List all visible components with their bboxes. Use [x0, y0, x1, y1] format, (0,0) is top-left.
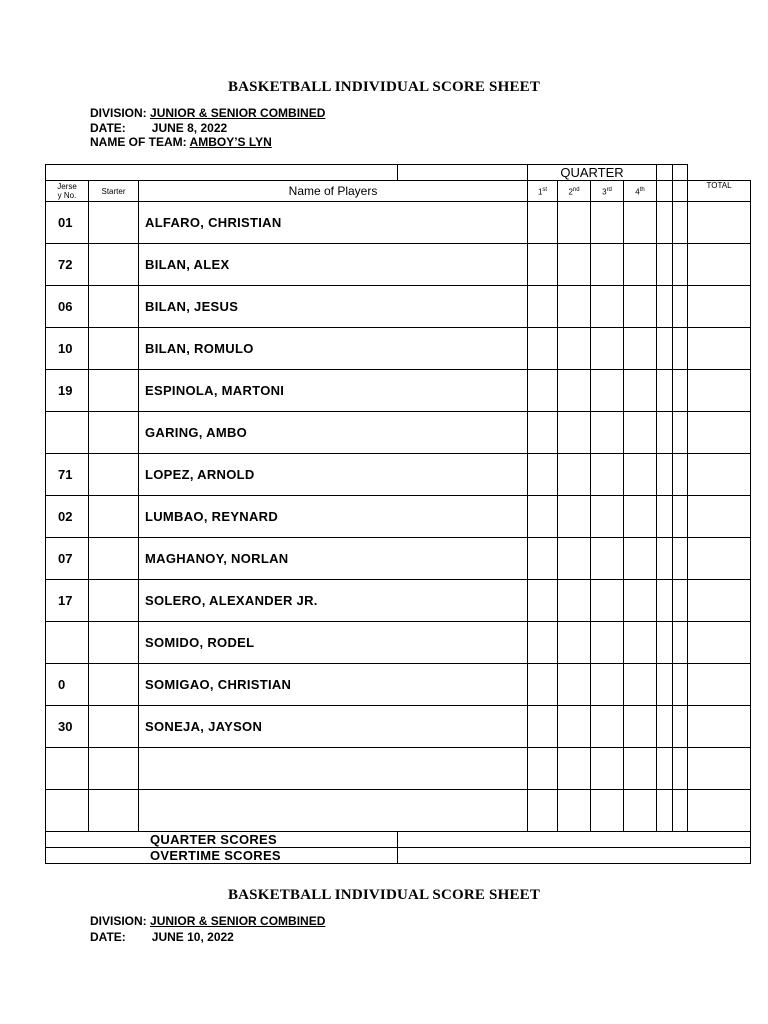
- player-name-cell: LOPEZ, ARNOLD: [139, 454, 528, 496]
- team-label: NAME OF TEAM:: [90, 135, 187, 149]
- q4-score-cell: [624, 328, 657, 370]
- team-line: [90, 135, 272, 149]
- division-value-2: JUNIOR & SENIOR COMBINED: [150, 914, 326, 928]
- division-line: [90, 106, 325, 120]
- q2-score-cell: [558, 664, 591, 706]
- total-cell: [688, 496, 751, 538]
- q3-score-cell: [591, 622, 624, 664]
- extra-cell-a: [657, 580, 673, 622]
- q4-score-cell: [624, 538, 657, 580]
- q2-score-cell: [558, 286, 591, 328]
- jersey-number-cell: 10: [46, 328, 89, 370]
- player-row: [46, 202, 751, 244]
- q4-header: 4th: [624, 181, 657, 202]
- extra-cell-b: [673, 454, 688, 496]
- q4-score-cell: [624, 202, 657, 244]
- q4-score-cell: [624, 790, 657, 832]
- q3-score-cell: [591, 454, 624, 496]
- total-cell: [688, 328, 751, 370]
- total-cell: [688, 286, 751, 328]
- q4-score-cell: [624, 748, 657, 790]
- q1-score-cell: [528, 328, 558, 370]
- q2-score-cell: [558, 790, 591, 832]
- extra-cell-b: [673, 706, 688, 748]
- q2-score-cell: [558, 538, 591, 580]
- q2-score-cell: [558, 454, 591, 496]
- q1-score-cell: [528, 496, 558, 538]
- jersey-header: Jerse y No.: [46, 181, 89, 202]
- jersey-number-cell: [46, 412, 89, 454]
- player-row: [46, 328, 751, 370]
- q3-score-cell: [591, 244, 624, 286]
- score-table: [45, 164, 751, 864]
- q4-score-cell: [624, 412, 657, 454]
- extra-cell-a: [657, 622, 673, 664]
- starter-cell: [89, 790, 139, 832]
- q1-score-cell: [528, 664, 558, 706]
- player-name-cell: SOLERO, ALEXANDER JR.: [139, 580, 528, 622]
- q2-score-cell: [558, 202, 591, 244]
- extra-cell-b: [673, 664, 688, 706]
- extra-cell-a: [657, 538, 673, 580]
- starter-cell: [89, 664, 139, 706]
- extra-cell-b: [673, 748, 688, 790]
- player-row: [46, 286, 751, 328]
- q2-score-cell: [558, 496, 591, 538]
- jersey-number-cell: [46, 790, 89, 832]
- player-name-cell: [139, 790, 528, 832]
- total-cell: [688, 412, 751, 454]
- q4-score-cell: [624, 244, 657, 286]
- player-row: [46, 790, 751, 832]
- jersey-number-cell: 19: [46, 370, 89, 412]
- extra-cell-a: [657, 454, 673, 496]
- player-name-cell: BILAN, ALEX: [139, 244, 528, 286]
- extra-cell-b: [673, 412, 688, 454]
- q1-score-cell: [528, 244, 558, 286]
- extra-cell-b: [673, 370, 688, 412]
- q3-header: 3rd: [591, 181, 624, 202]
- q3-score-cell: [591, 202, 624, 244]
- q4-score-cell: [624, 454, 657, 496]
- jersey-number-cell: 17: [46, 580, 89, 622]
- q3-score-cell: [591, 790, 624, 832]
- quarter-scores-values: [398, 832, 751, 848]
- division-label: DIVISION:: [90, 106, 147, 120]
- player-row: [46, 454, 751, 496]
- total-cell: [688, 580, 751, 622]
- q2-score-cell: [558, 580, 591, 622]
- player-row: [46, 748, 751, 790]
- starter-cell: [89, 622, 139, 664]
- extra-cell-a: [657, 202, 673, 244]
- extra-cell-b: [673, 580, 688, 622]
- player-name-cell: ALFARO, CHRISTIAN: [139, 202, 528, 244]
- extra-cell-b: [673, 622, 688, 664]
- q3-score-cell: [591, 706, 624, 748]
- date-label-2: DATE:: [90, 930, 126, 944]
- player-row: [46, 496, 751, 538]
- q2-score-cell: [558, 412, 591, 454]
- jersey-number-cell: 30: [46, 706, 89, 748]
- q4-score-cell: [624, 622, 657, 664]
- total-cell: [688, 538, 751, 580]
- q2-score-cell: [558, 244, 591, 286]
- q3-score-cell: [591, 328, 624, 370]
- date-value: JUNE 8, 2022: [151, 121, 228, 135]
- extra-cell-b: [673, 538, 688, 580]
- overtime-scores-values: [398, 848, 751, 864]
- jersey-number-cell: 72: [46, 244, 89, 286]
- q2-score-cell: [558, 370, 591, 412]
- q1-score-cell: [528, 748, 558, 790]
- score-sheet-title: BASKETBALL INDIVIDUAL SCORE SHEET: [227, 79, 541, 95]
- date-line: [90, 121, 227, 135]
- extra-cell-b: [673, 202, 688, 244]
- player-name-cell: ESPINOLA, MARTONI: [139, 370, 528, 412]
- extra-cell-a: [657, 706, 673, 748]
- q1-score-cell: [528, 622, 558, 664]
- team-value: AMBOY’S LYN: [189, 135, 272, 149]
- player-name-cell: BILAN, JESUS: [139, 286, 528, 328]
- starter-cell: [89, 748, 139, 790]
- quarter-header-row: [46, 165, 751, 181]
- q1-score-cell: [528, 202, 558, 244]
- jersey-number-cell: [46, 748, 89, 790]
- score-sheet-2-title: BASKETBALL INDIVIDUAL SCORE SHEET: [227, 887, 541, 903]
- total-cell: [688, 202, 751, 244]
- division-value: JUNIOR & SENIOR COMBINED: [150, 106, 326, 120]
- player-row: [46, 538, 751, 580]
- q2-score-cell: [558, 748, 591, 790]
- q1-header: 1st: [528, 181, 558, 202]
- player-name-cell: SONEJA, JAYSON: [139, 706, 528, 748]
- player-row: [46, 622, 751, 664]
- total-cell: [688, 706, 751, 748]
- total-header: TOTAL: [688, 181, 751, 202]
- player-row: [46, 370, 751, 412]
- starter-cell: [89, 286, 139, 328]
- starter-cell: [89, 412, 139, 454]
- starter-cell: [89, 496, 139, 538]
- player-name-cell: MAGHANOY, NORLAN: [139, 538, 528, 580]
- date-label: DATE:: [90, 121, 126, 135]
- extra-cell-a: [657, 412, 673, 454]
- player-row: [46, 706, 751, 748]
- extra-cell-b: [673, 496, 688, 538]
- quarter-scores-label: QUARTER SCORES: [46, 832, 398, 848]
- q4-score-cell: [624, 580, 657, 622]
- starter-cell: [89, 244, 139, 286]
- jersey-number-cell: 06: [46, 286, 89, 328]
- starter-cell: [89, 328, 139, 370]
- jersey-number-cell: 01: [46, 202, 89, 244]
- extra-cell-a: [657, 370, 673, 412]
- q1-score-cell: [528, 454, 558, 496]
- q3-score-cell: [591, 538, 624, 580]
- extra-cell-a: [657, 244, 673, 286]
- quarter-scores-row: [46, 832, 751, 848]
- division-label-2: DIVISION:: [90, 914, 147, 928]
- player-name-cell: SOMIDO, RODEL: [139, 622, 528, 664]
- q3-score-cell: [591, 370, 624, 412]
- player-name-cell: BILAN, ROMULO: [139, 328, 528, 370]
- q1-score-cell: [528, 706, 558, 748]
- q2-header: 2nd: [558, 181, 591, 202]
- total-cell: [688, 664, 751, 706]
- starter-header: Starter: [89, 181, 139, 202]
- player-row: [46, 412, 751, 454]
- starter-cell: [89, 538, 139, 580]
- player-name-cell: GARING, AMBO: [139, 412, 528, 454]
- extra-cell-b: [673, 328, 688, 370]
- player-name-cell: LUMBAO, REYNARD: [139, 496, 528, 538]
- q4-score-cell: [624, 370, 657, 412]
- q4-score-cell: [624, 496, 657, 538]
- quarter-header: QUARTER: [528, 165, 657, 181]
- q1-score-cell: [528, 538, 558, 580]
- total-cell: [688, 622, 751, 664]
- extra-cell-b: [673, 790, 688, 832]
- jersey-number-cell: 0: [46, 664, 89, 706]
- division-line-2: [90, 914, 325, 928]
- q1-score-cell: [528, 286, 558, 328]
- q4-score-cell: [624, 664, 657, 706]
- extra-cell-b: [673, 244, 688, 286]
- overtime-scores-row: [46, 848, 751, 864]
- q2-score-cell: [558, 622, 591, 664]
- starter-cell: [89, 580, 139, 622]
- player-name-cell: [139, 748, 528, 790]
- q1-score-cell: [528, 370, 558, 412]
- starter-cell: [89, 370, 139, 412]
- extra-cell-a: [657, 748, 673, 790]
- total-cell: [688, 748, 751, 790]
- extra-cell-b: [673, 286, 688, 328]
- extra-cell-a: [657, 328, 673, 370]
- total-cell: [688, 370, 751, 412]
- player-row: [46, 244, 751, 286]
- date-line-2: [90, 930, 234, 944]
- name-of-players-header: Name of Players: [139, 181, 528, 202]
- q3-score-cell: [591, 664, 624, 706]
- column-header-row: [46, 181, 751, 202]
- q1-score-cell: [528, 790, 558, 832]
- q2-score-cell: [558, 706, 591, 748]
- starter-cell: [89, 706, 139, 748]
- jersey-number-cell: 71: [46, 454, 89, 496]
- starter-cell: [89, 202, 139, 244]
- starter-cell: [89, 454, 139, 496]
- q1-score-cell: [528, 412, 558, 454]
- jersey-number-cell: 02: [46, 496, 89, 538]
- q2-score-cell: [558, 328, 591, 370]
- q4-score-cell: [624, 706, 657, 748]
- total-cell: [688, 790, 751, 832]
- extra-cell-a: [657, 790, 673, 832]
- q3-score-cell: [591, 580, 624, 622]
- q3-score-cell: [591, 496, 624, 538]
- overtime-scores-label: OVERTIME SCORES: [46, 848, 398, 864]
- player-row: [46, 580, 751, 622]
- q4-score-cell: [624, 286, 657, 328]
- total-cell: [688, 244, 751, 286]
- jersey-number-cell: [46, 622, 89, 664]
- date-value-2: JUNE 10, 2022: [151, 930, 234, 944]
- q3-score-cell: [591, 748, 624, 790]
- extra-cell-a: [657, 496, 673, 538]
- player-name-cell: SOMIGAO, CHRISTIAN: [139, 664, 528, 706]
- q1-score-cell: [528, 580, 558, 622]
- jersey-number-cell: 07: [46, 538, 89, 580]
- total-cell: [688, 454, 751, 496]
- q3-score-cell: [591, 286, 624, 328]
- player-row: [46, 664, 751, 706]
- q3-score-cell: [591, 412, 624, 454]
- extra-cell-a: [657, 286, 673, 328]
- extra-cell-a: [657, 664, 673, 706]
